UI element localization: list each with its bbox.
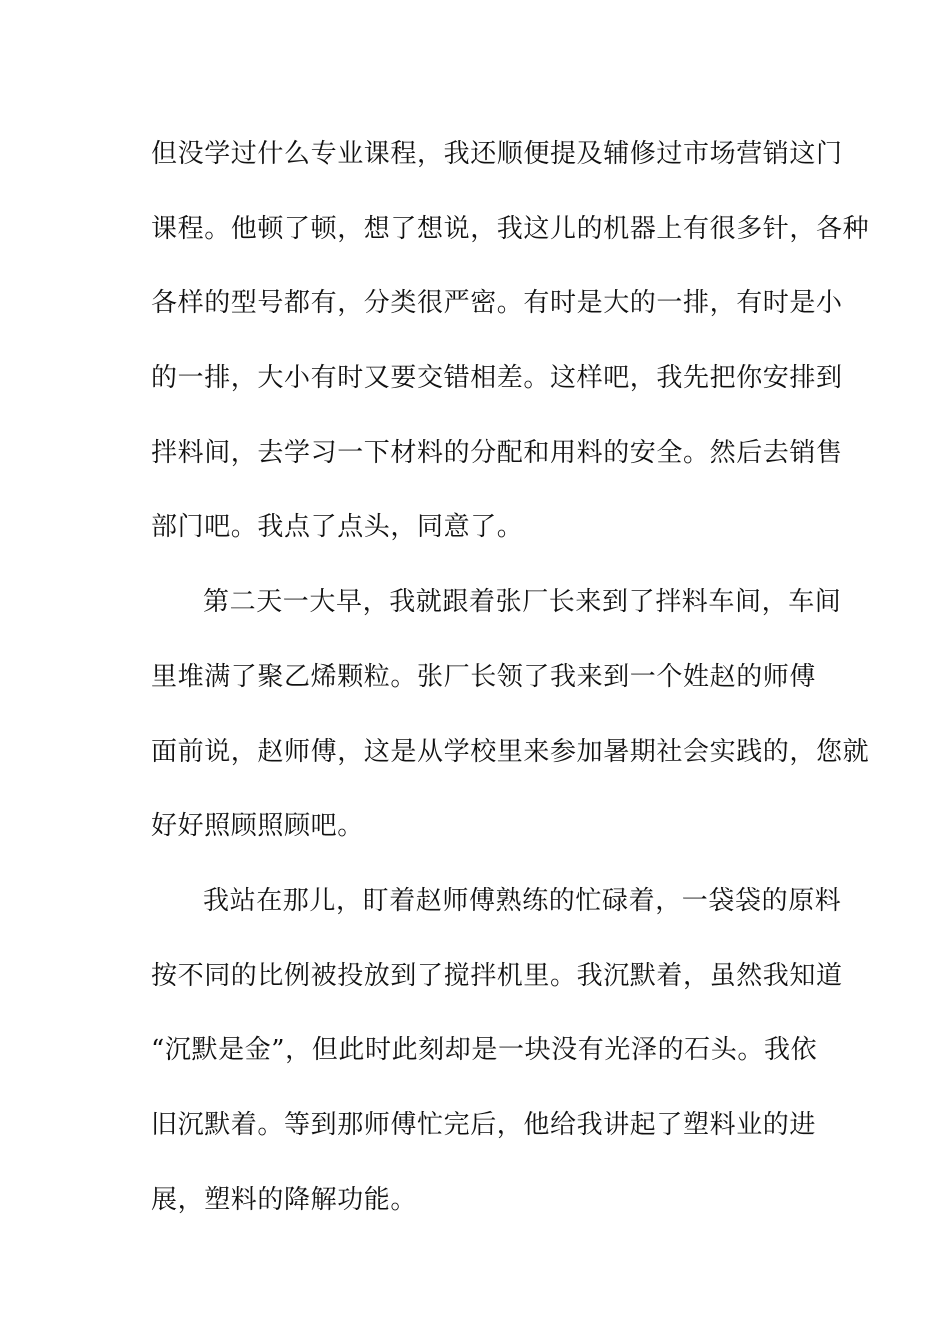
text-line: 好好照顾照顾吧。 [151,811,364,842]
text-line: 各样的型号都有，分类很严密。有时是大的一排，有时是小 [151,288,843,319]
text-line: 展，塑料的降解功能。 [151,1184,418,1215]
text-line: 课程。他顿了顿，想了想说，我这儿的机器上有很多针，各种 [151,213,870,244]
text-line: 面前说，赵师傅，这是从学校里来参加暑期社会实践的，您就 [151,736,870,767]
text-line: 的一排，大小有时又要交错相差。这样吧，我先把你安排到 [151,363,843,394]
text-line: 按不同的比例被投放到了搅拌机里。我沉默着，虽然我知道 [151,960,843,991]
text-line: 部门吧。我点了点头，同意了。 [151,512,524,543]
text-line: 旧沉默着。等到那师傅忙完后，他给我讲起了塑料业的进 [151,1109,817,1140]
document-body [151,130,870,1250]
paragraph-first-line: 第二天一大早，我就跟着张厂长来到了拌料车间，车间 [203,587,842,618]
text-line: 拌料间，去学习一下材料的分配和用料的安全。然后去销售 [151,437,843,468]
text-line: 但没学过什么专业课程，我还顺便提及辅修过市场营销这门 [151,139,843,169]
paragraph-first-line: 我站在那儿，盯着赵师傅熟练的忙碌着，一袋袋的原料 [203,885,842,916]
text-line: “沉默是金”，但此时此刻却是一块没有光泽的石头。我依 [151,1035,818,1066]
text-line: 里堆满了聚乙烯颗粒。张厂长领了我来到一个姓赵的师傅 [151,661,817,692]
